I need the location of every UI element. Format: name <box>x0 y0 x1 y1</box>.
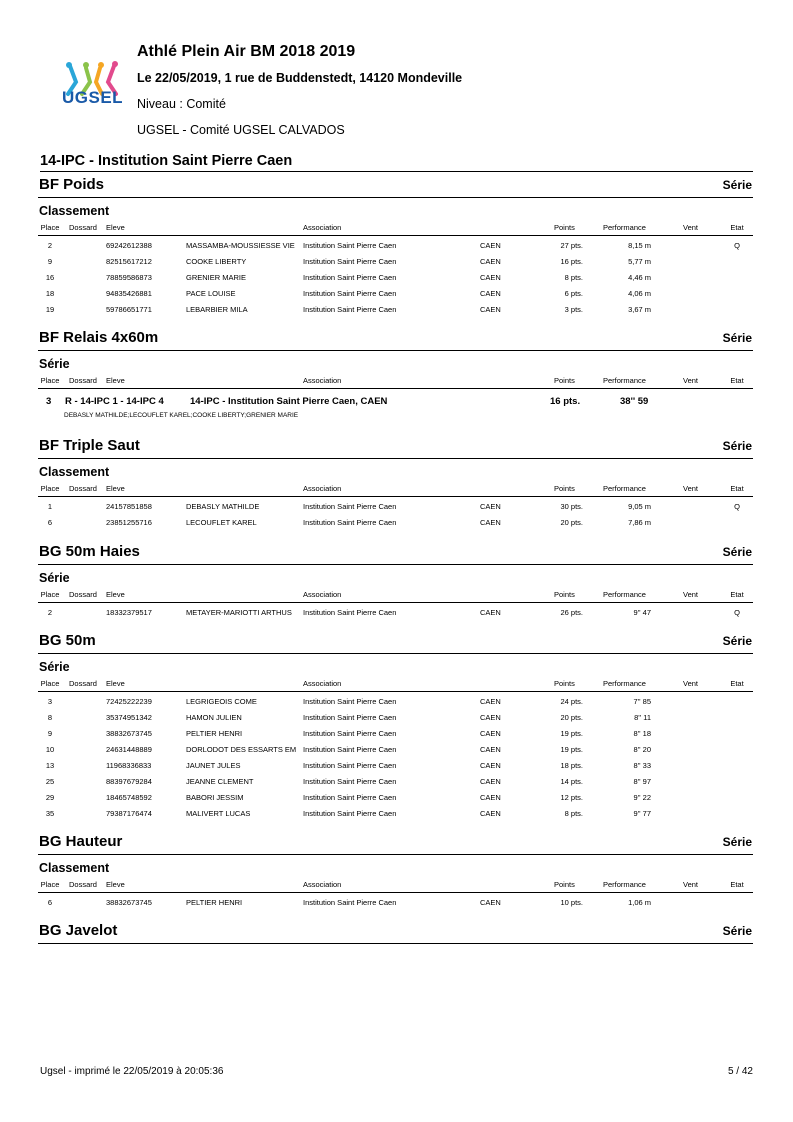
row-athlete-id: 18465748592 <box>106 793 152 802</box>
event-section <box>38 175 753 319</box>
event-serie-label: Série <box>722 439 752 453</box>
result-row <box>38 500 753 516</box>
row-city: CAEN <box>480 729 501 738</box>
page-title: Athlé Plein Air BM 2018 2019 <box>137 43 356 60</box>
col-points: Points <box>554 880 575 889</box>
row-etat: Q <box>734 608 740 617</box>
column-header <box>38 374 753 389</box>
row-association: Institution Saint Pierre Caen <box>303 273 397 282</box>
row-association: Institution Saint Pierre Caen <box>303 608 397 617</box>
relay-place: 3 <box>46 396 52 407</box>
event-header <box>38 542 753 565</box>
row-city: CAEN <box>480 273 501 282</box>
row-performance: 3,67 m <box>628 305 651 314</box>
col-etat: Etat <box>730 679 744 688</box>
col-eleve: Eleve <box>106 223 125 232</box>
event-section <box>38 436 753 532</box>
row-place: 2 <box>47 241 53 250</box>
row-performance: 4,06 m <box>628 289 651 298</box>
results-list <box>38 893 753 912</box>
event-subheading: Série <box>39 660 70 674</box>
event-serie-label: Série <box>722 178 752 192</box>
row-performance: 8,15 m <box>628 241 651 250</box>
event-section <box>38 921 753 944</box>
result-row <box>38 711 753 727</box>
col-association: Association <box>303 484 342 493</box>
column-header <box>38 588 753 603</box>
relay-points: 16 pts. <box>550 396 581 407</box>
row-points: 27 pts. <box>560 241 583 250</box>
col-etat: Etat <box>730 590 744 599</box>
col-vent: Vent <box>683 679 699 688</box>
row-points: 8 pts. <box>564 809 583 818</box>
result-row <box>38 791 753 807</box>
col-performance: Performance <box>603 376 646 385</box>
row-city: CAEN <box>480 809 501 818</box>
event-name: BG 50m Haies <box>39 543 140 560</box>
row-place: 16 <box>45 273 55 282</box>
row-city: CAEN <box>480 289 501 298</box>
event-header <box>38 328 753 351</box>
row-points: 30 pts. <box>560 502 583 511</box>
col-dossard: Dossard <box>69 223 97 232</box>
results-list <box>38 236 753 319</box>
competition-level: Niveau : Comité <box>137 97 226 111</box>
results-list <box>38 692 753 823</box>
col-vent: Vent <box>683 590 699 599</box>
column-header <box>38 677 753 692</box>
row-points: 3 pts. <box>564 305 583 314</box>
row-athlete-name: LEGRIGEOIS COME <box>186 697 257 706</box>
row-athlete-name: METAYER-MARIOTTI ARTHUS <box>186 608 292 617</box>
row-athlete-id: 79387176474 <box>106 809 152 818</box>
row-performance: 9,05 m <box>628 502 651 511</box>
result-row <box>38 727 753 743</box>
row-association: Institution Saint Pierre Caen <box>303 518 397 527</box>
row-place: 29 <box>45 793 55 802</box>
row-association: Institution Saint Pierre Caen <box>303 793 397 802</box>
row-points: 19 pts. <box>560 745 583 754</box>
row-performance: 9'' 47 <box>633 608 651 617</box>
row-athlete-id: 38832673745 <box>106 898 152 907</box>
row-place: 9 <box>47 257 53 266</box>
row-city: CAEN <box>480 305 501 314</box>
row-athlete-id: 88397679284 <box>106 777 152 786</box>
row-points: 19 pts. <box>560 729 583 738</box>
row-athlete-name: JAUNET JULES <box>186 761 241 770</box>
col-performance: Performance <box>603 590 646 599</box>
col-performance: Performance <box>603 223 646 232</box>
row-athlete-name: JEANNE CLEMENT <box>186 777 254 786</box>
result-row <box>38 807 753 823</box>
row-athlete-name: BABORI JESSIM <box>186 793 244 802</box>
row-athlete-name: MASSAMBA-MOUSSIESSE VIE <box>186 241 295 250</box>
row-performance: 9'' 77 <box>633 809 651 818</box>
row-city: CAEN <box>480 257 501 266</box>
row-athlete-id: 24157851858 <box>106 502 152 511</box>
relay-association: 14-IPC - Institution Saint Pierre Caen, CAEN <box>190 396 388 407</box>
event-subheading: Série <box>39 571 70 585</box>
row-athlete-name: LEBARBIER MILA <box>186 305 248 314</box>
col-dossard: Dossard <box>69 679 97 688</box>
row-athlete-name: LECOUFLET KAREL <box>186 518 257 527</box>
row-association: Institution Saint Pierre Caen <box>303 729 397 738</box>
col-place: Place <box>40 590 60 599</box>
row-athlete-name: PELTIER HENRI <box>186 729 243 738</box>
col-etat: Etat <box>730 376 744 385</box>
page-header <box>0 0 793 150</box>
col-performance: Performance <box>603 880 646 889</box>
row-association: Institution Saint Pierre Caen <box>303 289 397 298</box>
relay-performance: 38'' 59 <box>620 396 649 407</box>
row-athlete-name: PELTIER HENRI <box>186 898 243 907</box>
print-timestamp: Ugsel - imprimé le 22/05/2019 à 20:05:36 <box>40 1066 224 1077</box>
col-dossard: Dossard <box>69 376 97 385</box>
col-performance: Performance <box>603 679 646 688</box>
col-place: Place <box>40 376 60 385</box>
row-city: CAEN <box>480 608 501 617</box>
row-athlete-id: 72425222239 <box>106 697 152 706</box>
col-association: Association <box>303 590 342 599</box>
row-performance: 4,46 m <box>628 273 651 282</box>
col-place: Place <box>40 223 60 232</box>
col-vent: Vent <box>683 376 699 385</box>
event-serie-label: Série <box>722 545 752 559</box>
row-points: 26 pts. <box>560 608 583 617</box>
col-association: Association <box>303 880 342 889</box>
result-row <box>38 287 753 303</box>
row-points: 16 pts. <box>560 257 583 266</box>
event-name: BG Hauteur <box>39 833 123 850</box>
row-city: CAEN <box>480 745 501 754</box>
row-points: 8 pts. <box>564 273 583 282</box>
result-row <box>38 239 753 255</box>
row-association: Institution Saint Pierre Caen <box>303 697 397 706</box>
row-performance: 8'' 18 <box>633 729 651 738</box>
event-date-location: Le 22/05/2019, 1 rue de Buddenstedt, 14120 Mondeville <box>137 71 463 85</box>
row-athlete-id: 82515617212 <box>106 257 152 266</box>
event-serie-label: Série <box>722 835 752 849</box>
committee-name: UGSEL - Comité UGSEL CALVADOS <box>137 123 345 137</box>
col-place: Place <box>40 484 60 493</box>
row-athlete-name: COOKE LIBERTY <box>186 257 247 266</box>
event-subheading: Classement <box>39 465 110 479</box>
row-place: 10 <box>45 745 55 754</box>
col-association: Association <box>303 223 342 232</box>
col-points: Points <box>554 590 575 599</box>
row-place: 18 <box>45 289 55 298</box>
col-dossard: Dossard <box>69 484 97 493</box>
column-header <box>38 878 753 893</box>
col-points: Points <box>554 484 575 493</box>
result-row <box>38 896 753 912</box>
col-vent: Vent <box>683 880 699 889</box>
row-etat: Q <box>734 502 740 511</box>
row-points: 10 pts. <box>560 898 583 907</box>
column-header <box>38 221 753 236</box>
result-row <box>38 695 753 711</box>
row-place: 13 <box>45 761 55 770</box>
row-association: Institution Saint Pierre Caen <box>303 761 397 770</box>
row-athlete-id: 24631448889 <box>106 745 152 754</box>
row-athlete-id: 59786651771 <box>106 305 152 314</box>
row-place: 9 <box>47 729 53 738</box>
row-athlete-id: 38832673745 <box>106 729 152 738</box>
row-city: CAEN <box>480 761 501 770</box>
event-serie-label: Série <box>722 924 752 938</box>
row-association: Institution Saint Pierre Caen <box>303 745 397 754</box>
row-points: 6 pts. <box>564 289 583 298</box>
col-place: Place <box>40 880 60 889</box>
row-city: CAEN <box>480 502 501 511</box>
event-section <box>38 542 753 622</box>
logo-text: UGSEL <box>62 88 124 107</box>
col-eleve: Eleve <box>106 590 125 599</box>
row-city: CAEN <box>480 777 501 786</box>
col-place: Place <box>40 679 60 688</box>
event-header <box>38 631 753 654</box>
row-city: CAEN <box>480 713 501 722</box>
row-city: CAEN <box>480 241 501 250</box>
event-name: BG Javelot <box>39 922 118 939</box>
row-athlete-name: MALIVERT LUCAS <box>186 809 251 818</box>
row-athlete-name: PACE LOUISE <box>186 289 236 298</box>
row-points: 12 pts. <box>560 793 583 802</box>
row-city: CAEN <box>480 898 501 907</box>
row-performance: 8'' 20 <box>633 745 651 754</box>
col-eleve: Eleve <box>106 376 125 385</box>
club-title: 14-IPC - Institution Saint Pierre Caen <box>40 153 753 172</box>
result-row <box>38 303 753 319</box>
row-association: Institution Saint Pierre Caen <box>303 502 397 511</box>
row-points: 24 pts. <box>560 697 583 706</box>
row-city: CAEN <box>480 518 501 527</box>
event-subheading: Série <box>39 357 70 371</box>
row-performance: 8'' 11 <box>634 713 651 722</box>
relay-members: DEBASLY MATHILDE;LECOUFLET KAREL;COOKE LIBERTY;GRENIER MARIE <box>64 412 299 419</box>
row-association: Institution Saint Pierre Caen <box>303 305 397 314</box>
event-subheading: Classement <box>39 204 110 218</box>
relay-team: R - 14-IPC 1 - 14-IPC 4 <box>65 396 164 407</box>
col-dossard: Dossard <box>69 590 97 599</box>
col-performance: Performance <box>603 484 646 493</box>
event-header <box>38 832 753 855</box>
row-place: 8 <box>47 713 53 722</box>
row-place: 6 <box>47 518 53 527</box>
row-performance: 1,06 m <box>628 898 651 907</box>
result-row <box>38 775 753 791</box>
col-eleve: Eleve <box>106 679 125 688</box>
result-row <box>38 606 753 622</box>
event-section <box>38 631 753 823</box>
row-performance: 7,86 m <box>628 518 651 527</box>
row-place: 35 <box>45 809 55 818</box>
event-subheading: Classement <box>39 861 110 875</box>
event-section <box>38 832 753 912</box>
col-etat: Etat <box>730 223 744 232</box>
row-etat: Q <box>734 241 740 250</box>
result-row <box>38 759 753 775</box>
row-athlete-id: 18332379517 <box>106 608 152 617</box>
column-header <box>38 482 753 497</box>
row-points: 20 pts. <box>560 518 583 527</box>
row-association: Institution Saint Pierre Caen <box>303 241 397 250</box>
row-association: Institution Saint Pierre Caen <box>303 257 397 266</box>
event-header <box>38 175 753 198</box>
row-place: 6 <box>47 898 53 907</box>
col-association: Association <box>303 679 342 688</box>
col-association: Association <box>303 376 342 385</box>
event-serie-label: Série <box>722 634 752 648</box>
event-name: BF Relais 4x60m <box>39 329 159 346</box>
row-performance: 7'' 85 <box>633 697 651 706</box>
col-points: Points <box>554 679 575 688</box>
col-vent: Vent <box>683 223 699 232</box>
row-performance: 9'' 22 <box>633 793 651 802</box>
row-association: Institution Saint Pierre Caen <box>303 777 397 786</box>
row-athlete-name: GRENIER MARIE <box>186 273 247 282</box>
page-number: 5 / 42 <box>727 1066 753 1077</box>
event-name: BF Poids <box>39 176 105 193</box>
row-athlete-id: 35374951342 <box>106 713 152 722</box>
row-athlete-id: 23851255716 <box>106 518 152 527</box>
result-row <box>38 743 753 759</box>
result-row <box>38 516 753 532</box>
col-dossard: Dossard <box>69 880 97 889</box>
row-city: CAEN <box>480 793 501 802</box>
col-points: Points <box>554 223 575 232</box>
results-list <box>38 497 753 532</box>
row-association: Institution Saint Pierre Caen <box>303 713 397 722</box>
col-points: Points <box>554 376 575 385</box>
row-performance: 8'' 33 <box>633 761 651 770</box>
col-vent: Vent <box>683 484 699 493</box>
col-eleve: Eleve <box>106 880 125 889</box>
event-section <box>38 328 753 424</box>
row-athlete-id: 69242612388 <box>106 241 152 250</box>
row-athlete-name: DEBASLY MATHILDE <box>186 502 260 511</box>
event-header <box>38 436 753 459</box>
row-performance: 5,77 m <box>628 257 651 266</box>
result-row <box>38 255 753 271</box>
row-athlete-id: 78859586873 <box>106 273 152 282</box>
row-points: 18 pts. <box>560 761 583 770</box>
event-serie-label: Série <box>722 331 752 345</box>
event-header <box>38 921 753 944</box>
row-association: Institution Saint Pierre Caen <box>303 809 397 818</box>
row-place: 1 <box>47 502 53 511</box>
row-performance: 8'' 97 <box>633 777 651 786</box>
row-athlete-id: 94835426881 <box>106 289 152 298</box>
event-name: BG 50m <box>39 632 96 649</box>
row-place: 19 <box>45 305 55 314</box>
row-points: 20 pts. <box>560 713 583 722</box>
row-athlete-name: DORLODOT DES ESSARTS EM <box>186 745 297 754</box>
result-row <box>38 271 753 287</box>
results-list <box>38 603 753 622</box>
col-etat: Etat <box>730 880 744 889</box>
row-place: 25 <box>45 777 55 786</box>
row-place: 2 <box>47 608 53 617</box>
row-association: Institution Saint Pierre Caen <box>303 898 397 907</box>
event-name: BF Triple Saut <box>39 437 140 454</box>
row-points: 14 pts. <box>560 777 583 786</box>
col-eleve: Eleve <box>106 484 125 493</box>
row-city: CAEN <box>480 697 501 706</box>
row-place: 3 <box>47 697 53 706</box>
relay-result-row <box>38 394 753 412</box>
row-athlete-id: 11968336833 <box>106 761 152 770</box>
col-etat: Etat <box>730 484 744 493</box>
row-athlete-name: HAMON JULIEN <box>186 713 242 722</box>
